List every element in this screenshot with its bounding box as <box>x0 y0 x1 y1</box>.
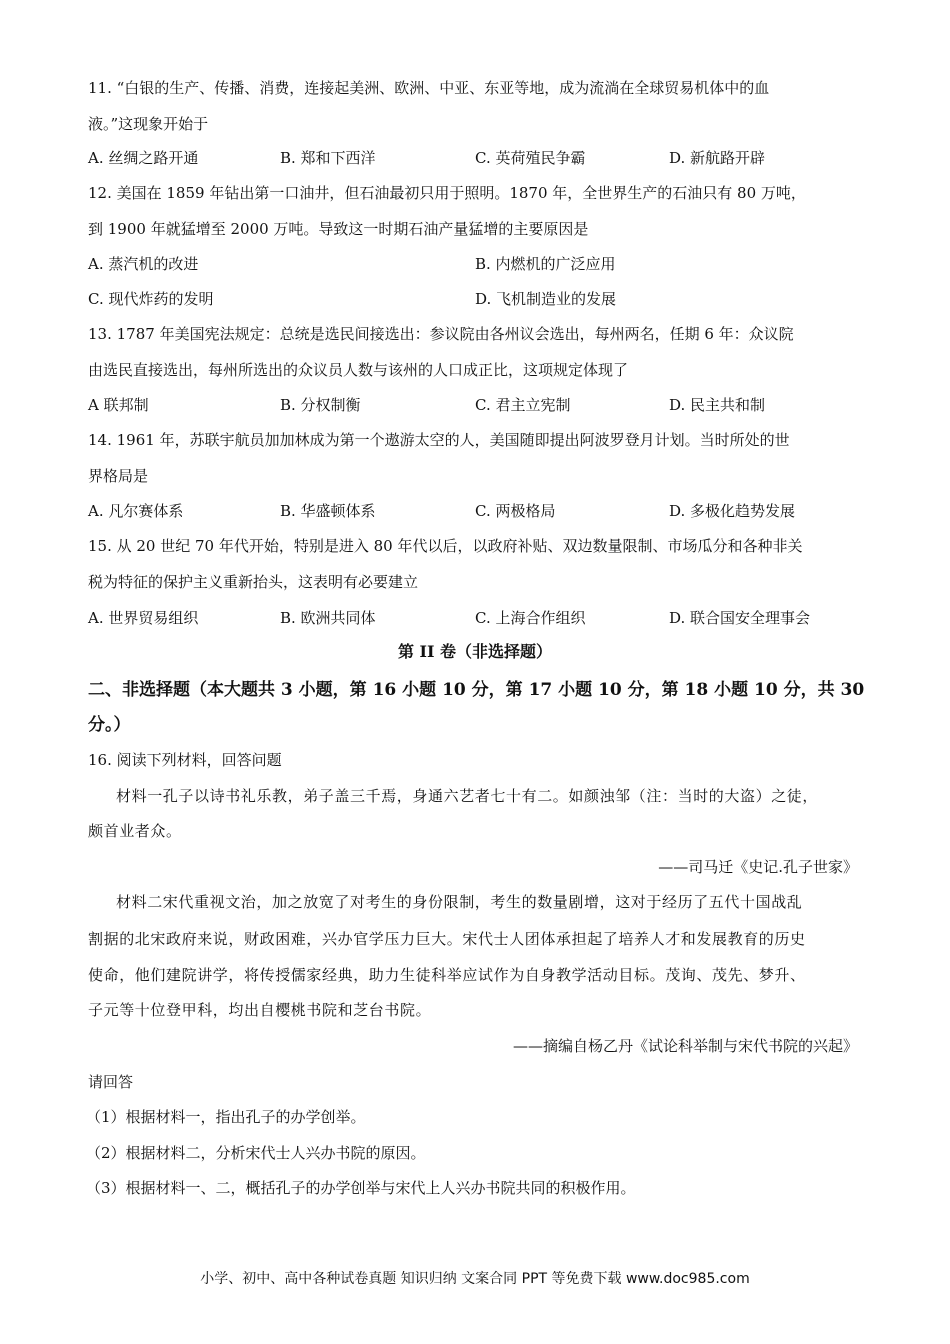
q16-material1-line1: 材料一孔子以诗书礼乐教，弟子盖三千焉，身通六艺者七十有二。如颜浊邹（注：当时的大盗）之徒， <box>116 787 819 805</box>
q11-option-b[interactable]: B. 郑和下西洋 <box>280 149 376 167</box>
page-footer: 小学、初中、高中各种试卷真题 知识归纳 文案合同 PPT 等免费下载 www.doc985.com <box>200 1271 750 1287</box>
q12-option-c[interactable]: C. 现代炸药的发明 <box>88 290 214 308</box>
q13-option-d[interactable]: D. 民主共和制 <box>669 396 766 414</box>
q14-option-b[interactable]: B. 华盛顿体系 <box>280 502 376 520</box>
section-2-heading-line1: 二、非选择题（本大题共 3 小题，第 16 小题 10 分，第 17 小题 10 分，第 18 小题 10 分，共 30 <box>88 680 865 700</box>
q14-option-a[interactable]: A. 凡尔赛体系 <box>88 502 184 520</box>
q11-stem-line2: 液。”这现象开始于 <box>88 115 209 133</box>
q13-option-b[interactable]: B. 分权制衡 <box>280 396 361 414</box>
q11-stem-line1: 11. “白银的生产、传播、消费，连接起美洲、欧洲、中亚、东亚等地，成为流淌在全球贸易机体中的血 <box>88 79 770 97</box>
q16-material2-source: ——摘编自杨乙丹《试论科举制与宋代书院的兴起》 <box>512 1037 858 1055</box>
q15-option-c[interactable]: C. 上海合作组织 <box>475 609 586 627</box>
q13-option-c[interactable]: C. 君主立宪制 <box>475 396 571 414</box>
q16-subquestion-1: （1）根据材料一，指出孔子的办学创举。 <box>86 1108 366 1126</box>
q12-option-b[interactable]: B. 内燃机的广泛应用 <box>475 255 616 273</box>
q16-material2-line3: 使命，他们建院讲学，将传授儒家经典，助力生徒科举应试作为自身教学活动目标。茂询、茂先、梦升、 <box>88 966 806 984</box>
q16-material2-line4: 子元等十位登甲科，均出自樱桃书院和芝台书院。 <box>88 1001 432 1019</box>
q14-stem-line1: 14. 1961 年，苏联宇航员加加林成为第一个遨游太空的人，美国随即提出阿波罗登月计划。当时所处的世 <box>88 431 790 449</box>
q12-option-a[interactable]: A. 蒸汽机的改进 <box>88 255 199 273</box>
q12-stem-line1: 12. 美国在 1859 年钻出第一口油井，但石油最初只用于照明。1870 年，全世界生产的石油只有 80 万吨， <box>88 184 806 202</box>
q13-stem-line2: 由选民直接选出，每州所选出的众议员人数与该州的人口成正比，这项规定体现了 <box>88 361 629 379</box>
section-2-title: 第 II 卷（非选择题） <box>397 642 553 661</box>
q12-stem-line2: 到 1900 年就猛增至 2000 万吨。导致这一时期石油产量猛增的主要原因是 <box>88 220 589 238</box>
q16-material2-line1: 材料二宋代重视文治，加之放宽了对考生的身份限制，考生的数量剧增，这对于经历了五代十国战乱 <box>116 893 803 911</box>
q15-stem-line2: 税为特征的保护主义重新抬头，这表明有必要建立 <box>88 573 419 591</box>
q11-option-c[interactable]: C. 英荷殖民争霸 <box>475 149 586 167</box>
q16-material2-line2: 割据的北宋政府来说，财政困难，兴办官学压力巨大。宋代士人团体承担起了培养人才和发展教育的历史 <box>88 930 806 948</box>
q16-subquestion-3: （3）根据材料一、二，概括孔子的办学创举与宋代上人兴办书院共同的积极作用。 <box>86 1179 636 1197</box>
q16-material1-source: ——司马迁《史记.孔子世家》 <box>658 858 858 876</box>
q16-subquestion-2: （2）根据材料二，分析宋代士人兴办书院的原因。 <box>86 1144 426 1162</box>
q13-option-a[interactable]: A 联邦制 <box>88 396 149 414</box>
q13-stem-line1: 13. 1787 年美国宪法规定：总统是选民间接选出：参议院由各州议会选出，每州两名，任期 6 年：众议院 <box>88 325 794 343</box>
q11-option-a[interactable]: A. 丝绸之路开通 <box>88 149 199 167</box>
q16-prompt: 请回答 <box>88 1073 134 1091</box>
q14-stem-line2: 界格局是 <box>88 467 149 485</box>
q15-option-d[interactable]: D. 联合国安全理事会 <box>669 609 811 627</box>
q16-stem: 16. 阅读下列材料，回答问题 <box>88 751 282 769</box>
section-2-heading-line2: 分。） <box>88 715 131 735</box>
q11-option-d[interactable]: D. 新航路开辟 <box>669 149 766 167</box>
q14-option-d[interactable]: D. 多极化趋势发展 <box>669 502 796 520</box>
q14-option-c[interactable]: C. 两极格局 <box>475 502 556 520</box>
q15-option-b[interactable]: B. 欧洲共同体 <box>280 609 376 627</box>
q15-option-a[interactable]: A. 世界贸易组织 <box>88 609 199 627</box>
q16-material1-line2: 颇首业者众。 <box>88 822 182 840</box>
q15-stem-line1: 15. 从 20 世纪 70 年代开始，特别是进入 80 年代以后，以政府补贴、双边数量限制、市场瓜分和各种非关 <box>88 537 803 555</box>
q12-option-d[interactable]: D. 飞机制造业的发展 <box>475 290 617 308</box>
